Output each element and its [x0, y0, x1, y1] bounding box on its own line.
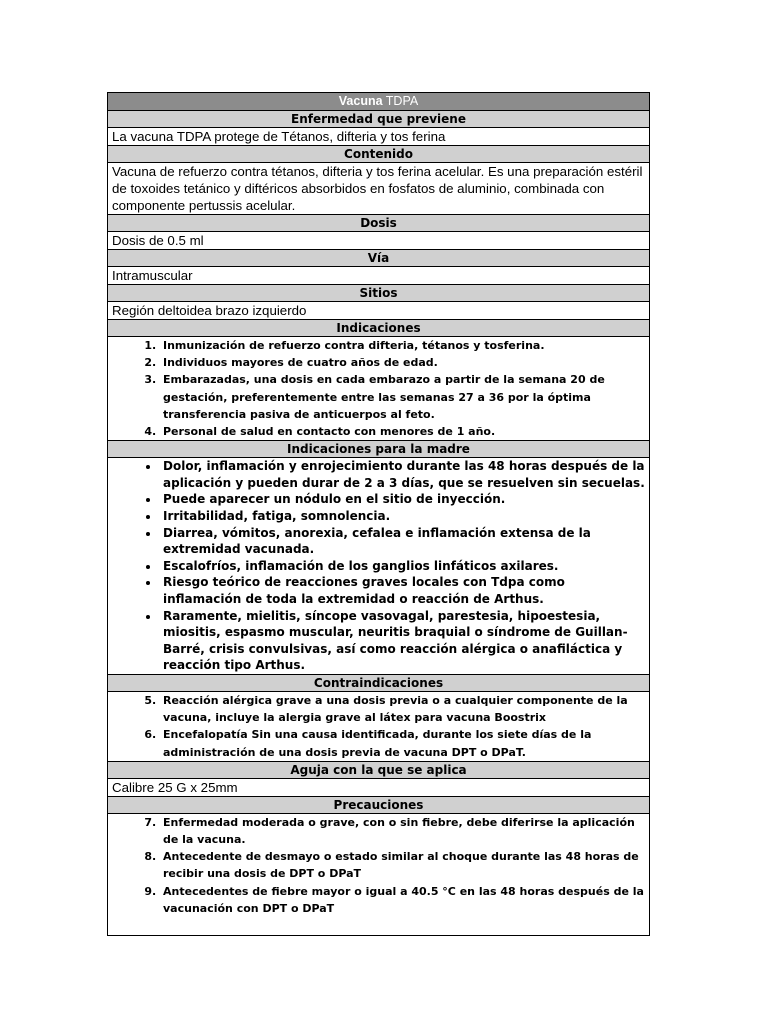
madre-list: [112, 458, 645, 674]
content-row: [108, 232, 650, 250]
list-item: 8. Antecedente de desmayo o estado similar al choque durante las 48 horas de recibir una dosis de DPT o DPaT: [160, 848, 645, 882]
content-row: [108, 302, 650, 320]
list-item: • Puede aparecer un nódulo en el sitio de inyección.: [160, 491, 645, 508]
table-title: [108, 93, 650, 111]
header-row: [108, 796, 650, 813]
list-item: 9. Antecedentes de fiebre mayor o igual a 40.5 °C en las 48 horas después de la vacunación con DPT o DPaT: [160, 883, 645, 917]
content-row: [108, 337, 650, 441]
indicaciones-list: [112, 337, 645, 440]
list-item: • Irritabilidad, fatiga, somnolencia.: [160, 508, 645, 525]
header-row: [108, 250, 650, 267]
sitios-text: Región deltoidea brazo izquierdo: [108, 302, 650, 320]
title-row: [108, 93, 650, 111]
list-item: 5. Reacción alérgica grave a una dosis previa o a cualquier componente de la vacuna, incluye la alergia grave al látex para vacuna Boostrix: [160, 692, 645, 726]
via-text: Intramuscular: [108, 267, 650, 285]
list-item: 3. Embarazadas, una dosis en cada embarazo a partir de la semana 20 de gestación, preferentemente entre las semanas 27 a 36 por la óptima transferencia pasiva de anticuerpos al feto.: [160, 371, 645, 423]
section-header-enfermedad: Enfermedad que previene: [108, 111, 650, 128]
contraindicaciones-list: [112, 692, 645, 761]
enfermedad-text: La vacuna TDPA protege de Tétanos, difteria y tos ferina: [108, 128, 650, 146]
content-row: [108, 128, 650, 146]
cell-spacer: [112, 917, 645, 935]
content-row: [108, 267, 650, 285]
section-header-sitios: Sitios: [108, 285, 650, 302]
list-item: 1. Inmunización de refuerzo contra difteria, tétanos y tosferina.: [160, 337, 645, 354]
header-row: [108, 320, 650, 337]
madre-cell: [108, 458, 650, 675]
list-item: 7. Enfermedad moderada o grave, con o sin fiebre, debe diferirse la aplicación de la vacuna.: [160, 814, 645, 848]
header-row: [108, 215, 650, 232]
contraindicaciones-cell: [108, 691, 650, 761]
content-row: [108, 778, 650, 796]
dosis-text: Dosis de 0.5 ml: [108, 232, 650, 250]
content-row: [108, 813, 650, 935]
title-rest: TDPA: [385, 94, 419, 108]
header-row: [108, 441, 650, 458]
header-row: [108, 285, 650, 302]
content-row: [108, 691, 650, 761]
title-bold: Vacuna: [338, 94, 383, 108]
section-header-via: Vía: [108, 250, 650, 267]
list-item: 4. Personal de salud en contacto con menores de 1 año.: [160, 423, 645, 440]
list-item: • Raramente, mielitis, síncope vasovagal, parestesia, hipoestesia, miositis, espasmo muscular, neuritis braquial o síndrome de Guillan-Barré, crisis convulsivas, así como reacción alérgica o anafiláctica y reacción tipo Arthus.: [160, 608, 645, 674]
list-item: • Diarrea, vómitos, anorexia, cefalea e inflamación extensa de la extremidad vacunada.: [160, 525, 645, 558]
section-header-dosis: Dosis: [108, 215, 650, 232]
precauciones-cell: [108, 813, 650, 935]
content-row: [108, 458, 650, 675]
contenido-text: Vacuna de refuerzo contra tétanos, difteria y tos ferina acelular. Es una preparación estéril de toxoides tetánico y diftéricos absorbidos en fosfatos de aluminio, combinada con componente pertussis acelular.: [108, 163, 650, 215]
header-row: [108, 674, 650, 691]
indicaciones-cell: [108, 337, 650, 441]
precauciones-list: [112, 814, 645, 917]
header-row: [108, 146, 650, 163]
section-header-aguja: Aguja con la que se aplica: [108, 761, 650, 778]
list-item: • Escalofríos, inflamación de los ganglios linfáticos axilares.: [160, 558, 645, 575]
list-item: • Riesgo teórico de reacciones graves locales con Tdpa como inflamación de toda la extremidad o reacción de Arthus.: [160, 574, 645, 607]
list-item: 2. Individuos mayores de cuatro años de edad.: [160, 354, 645, 371]
list-item: 6. Encefalopatía Sin una causa identificada, durante los siete días de la administración de una dosis previa de vacuna DPT o DPaT.: [160, 726, 645, 760]
section-header-precauciones: Precauciones: [108, 796, 650, 813]
vaccine-info-table: [107, 92, 650, 936]
header-row: [108, 761, 650, 778]
section-header-madre: Indicaciones para la madre: [108, 441, 650, 458]
section-header-contenido: Contenido: [108, 146, 650, 163]
content-row: [108, 163, 650, 215]
section-header-indicaciones: Indicaciones: [108, 320, 650, 337]
aguja-text: Calibre 25 G x 25mm: [108, 778, 650, 796]
section-header-contraindicaciones: Contraindicaciones: [108, 674, 650, 691]
list-item: • Dolor, inflamación y enrojecimiento durante las 48 horas después de la aplicación y pueden durar de 2 a 3 días, que se resuelven sin secuelas.: [160, 458, 645, 491]
header-row: [108, 111, 650, 128]
